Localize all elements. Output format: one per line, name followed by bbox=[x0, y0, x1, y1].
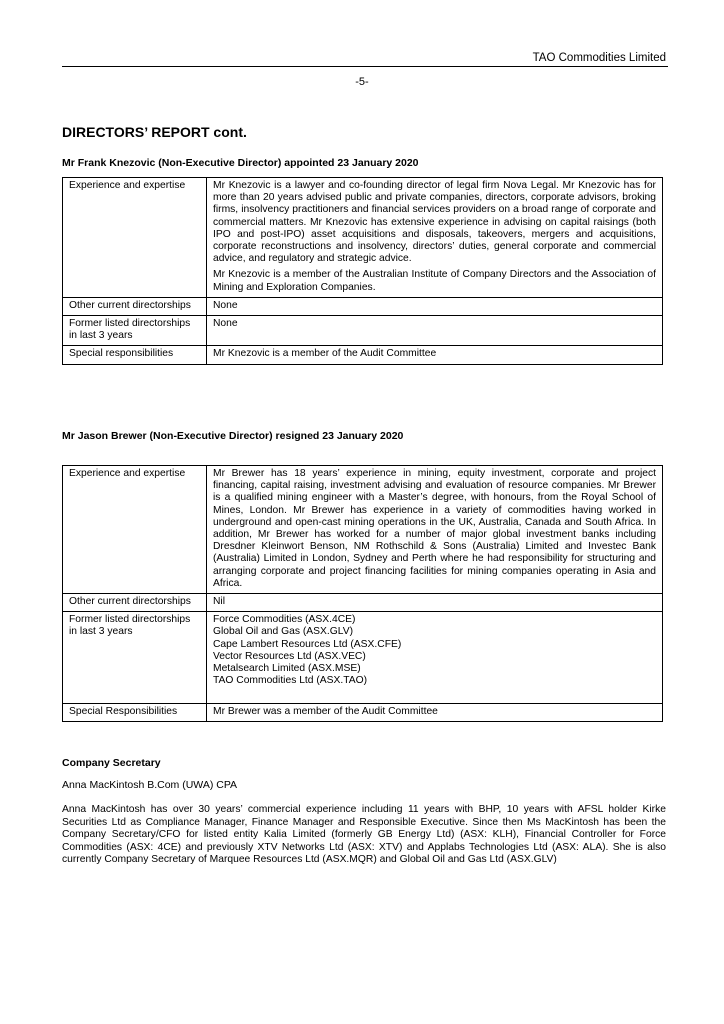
row-value: Mr Knezovic is a member of the Audit Committee bbox=[207, 346, 663, 364]
report-title: DIRECTORS’ REPORT cont. bbox=[62, 124, 247, 140]
table-row bbox=[63, 346, 663, 364]
row-label: Experience and expertise bbox=[63, 178, 207, 298]
row-label: Former listed directorships in last 3 years bbox=[63, 316, 207, 346]
experience-paragraph: Mr Knezovic is a member of the Australian Institute of Company Directors and the Association of Mining and Exploration Companies. bbox=[213, 269, 656, 293]
directorship-item: TAO Commodities Ltd (ASX.TAO) bbox=[213, 675, 368, 687]
directorship-item: Global Oil and Gas (ASX.GLV) bbox=[213, 626, 354, 638]
table-row bbox=[63, 594, 663, 612]
table-row bbox=[63, 466, 663, 594]
directorship-item: Force Commodities (ASX.4CE) bbox=[213, 614, 356, 626]
directorship-item: Vector Resources Ltd (ASX.VEC) bbox=[213, 650, 366, 662]
row-value bbox=[207, 612, 663, 703]
directorship-item: Cape Lambert Resources Ltd (ASX.CFE) bbox=[213, 638, 402, 650]
director-brewer-table bbox=[62, 465, 663, 722]
company-secretary-name: Anna MacKintosh B.Com (UWA) CPA bbox=[62, 779, 238, 791]
spacer bbox=[213, 687, 656, 699]
row-label: Other current directorships bbox=[63, 594, 207, 612]
experience-paragraph: Mr Knezovic is a lawyer and co-founding director of legal firm Nova Legal. Mr Knezovic has for more than 20 years advised public and private companies, directors, corporate advisors, broking firms, insolvency practitioners and financial services providers on a broad range of corporate and commercial matters. Mr Knezovic has extensive experience in advising on capital raisings (both IPO and post-IPO) asset acquisitions and disposals, takeovers, mergers and acquisitions, corporate reconstructions and insolvency, directors’ duties, general corporate and commercial advice, and regulatory and strategic advice. bbox=[213, 180, 656, 265]
directorship-item: Metalsearch Limited (ASX.MSE) bbox=[213, 663, 361, 675]
row-value bbox=[207, 178, 663, 298]
row-label: Other current directorships bbox=[63, 297, 207, 315]
row-value: Mr Brewer has 18 years’ experience in mining, equity investment, corporate and project financing, capital raising, investment advising and evaluation of resource companies. Mr Brewer is a qualified mining engineer with a Master’s degree, with honours, from the Royal School of Mines, London. Mr Brewer has experience in a variety of commodities having worked in underground and open-cast mining operations in the UK, Australia, Canada and South Africa. In addition, Mr Brewer has worked for a number of major global investment banks including Dresdner Kleinwort Benson, NM Rothschild & Sons (Australia) Limited and Investec Bank (Australia) Limited in London, Sydney and Perth where he had responsibility for structuring and arranging corporate and project financing facilities for mining companies operating in Asia and Africa. bbox=[207, 466, 663, 594]
row-value: Mr Brewer was a member of the Audit Committee bbox=[207, 703, 663, 721]
row-label: Special Responsibilities bbox=[63, 703, 207, 721]
table-row bbox=[63, 316, 663, 346]
row-value: None bbox=[207, 316, 663, 346]
header-divider bbox=[62, 66, 668, 67]
row-label: Experience and expertise bbox=[63, 466, 207, 594]
table-row bbox=[63, 703, 663, 721]
director-knezovic-heading: Mr Frank Knezovic (Non-Executive Director) appointed 23 January 2020 bbox=[62, 157, 419, 169]
director-knezovic-table bbox=[62, 177, 663, 365]
page-number: -5- bbox=[355, 76, 369, 88]
row-label: Former listed directorships in last 3 years bbox=[63, 612, 207, 703]
row-value: None bbox=[207, 297, 663, 315]
company-secretary-heading: Company Secretary bbox=[62, 757, 161, 769]
company-name-header: TAO Commodities Limited bbox=[532, 52, 666, 64]
table-row bbox=[63, 178, 663, 298]
director-brewer-heading: Mr Jason Brewer (Non-Executive Director) resigned 23 January 2020 bbox=[62, 430, 404, 442]
row-label: Special responsibilities bbox=[63, 346, 207, 364]
row-value: Nil bbox=[207, 594, 663, 612]
table-row bbox=[63, 612, 663, 703]
table-row bbox=[63, 297, 663, 315]
company-secretary-bio: Anna MacKintosh has over 30 years’ commercial experience including 11 years with BHP, 10 years with AFSL holder Kirke Securities Ltd as Compliance Manager, Finance Manager and Responsible Executive. Since then Ms MacKintosh has been the Company Secretary/CFO for listed entity Kalia Limited (formerly GB Energy Ltd) (ASX: KLH), Financial Controller for Force Commodities (ASX: 4CE) and previously XTV Networks Ltd (ASX: XTV) and Applabs Technologies Ltd (ASX: ALA). She is also currently Company Secretary of Marquee Resources Ltd (ASX.MQR) and Global Oil and Gas Ltd (ASX.GLV) bbox=[62, 804, 666, 866]
